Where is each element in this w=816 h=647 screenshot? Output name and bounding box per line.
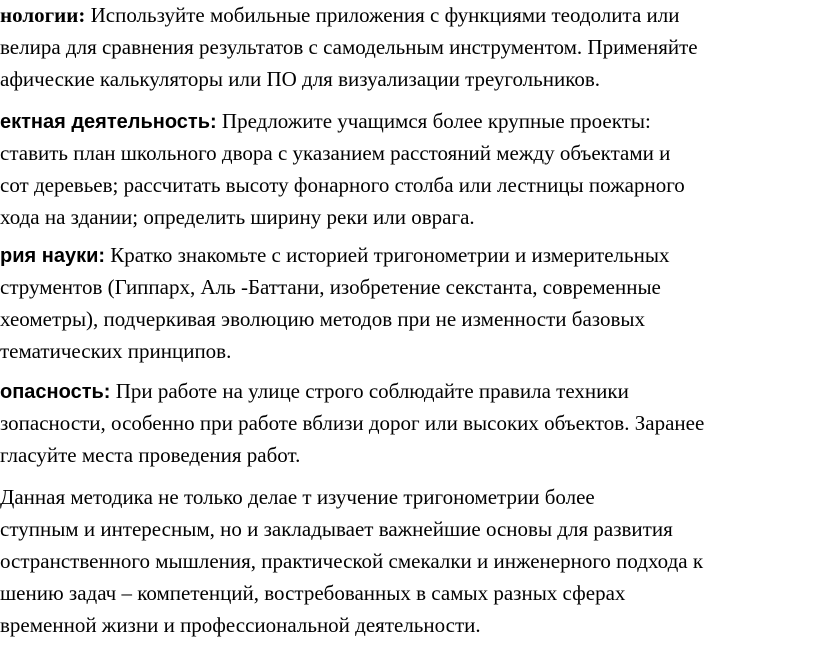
paragraph-5-line-1: Данная методика не только делае т изучение тригонометрии более <box>0 485 595 509</box>
paragraph-5-line-3: остранственного мышления, практической смекалки и инженерного подхода к <box>0 549 704 573</box>
paragraph-3-text: Кратко знакомьте с историей тригонометрии и измерительных <box>105 243 670 267</box>
paragraph-5-line-4: шению задач – компетенций, востребованных в самых разных сферах <box>0 581 626 605</box>
paragraph-3-line-4: тематических принципов. <box>0 339 232 363</box>
paragraph-2-line-2: ставить план школьного двора с указанием расстояний между объектами и <box>0 141 671 165</box>
paragraph-2-line-3: сот деревьев; рассчитать высоту фонарного столба или лестницы пожарного <box>0 173 685 197</box>
paragraph-4-line-3: гласуйте места проведения работ. <box>0 443 301 467</box>
paragraph-3-heading: рия науки: <box>0 245 106 267</box>
paragraph-1-line-2: велира для сравнения результатов с самодельным инструментом. Применяйте <box>0 35 698 59</box>
paragraph-3-line-3: хеометры), подчеркивая эволюцию методов при не изменности базовых <box>0 307 645 331</box>
paragraph-1-line-1 <box>0 5 680 26</box>
paragraph-4-line-2: зопасности, особенно при работе вблизи дорог или высоких объектов. Заранее <box>0 411 705 435</box>
paragraph-1-heading: нологии: <box>0 3 86 27</box>
paragraph-4-line-1 <box>0 381 629 402</box>
paragraph-3-line-1 <box>0 245 669 266</box>
paragraph-5-line-2: ступным и интересным, но и закладывает важнейшие основы для развития <box>0 517 673 541</box>
paragraph-2-line-1 <box>0 111 651 132</box>
paragraph-2-line-4: хода на здании; определить ширину реки или оврага. <box>0 205 475 229</box>
paragraph-5-line-5: временной жизни и профессиональной деятельности. <box>0 613 481 637</box>
paragraph-1-line-3: афические калькуляторы или ПО для визуализации треугольников. <box>0 67 601 91</box>
paragraph-1-text: Используйте мобильные приложения с функциями теодолита или <box>85 3 680 27</box>
paragraph-4-heading: опасность: <box>0 381 111 403</box>
paragraph-2-text: Предложите учащимся более крупные проекты: <box>216 109 651 133</box>
paragraph-2-heading: ектная деятельность: <box>0 111 217 133</box>
paragraph-3-line-2: струментов (Гиппарх, Аль -Баттани, изобретение секстанта, современные <box>0 275 661 299</box>
paragraph-4-text: При работе на улице строго соблюдайте правила техники <box>110 379 629 403</box>
